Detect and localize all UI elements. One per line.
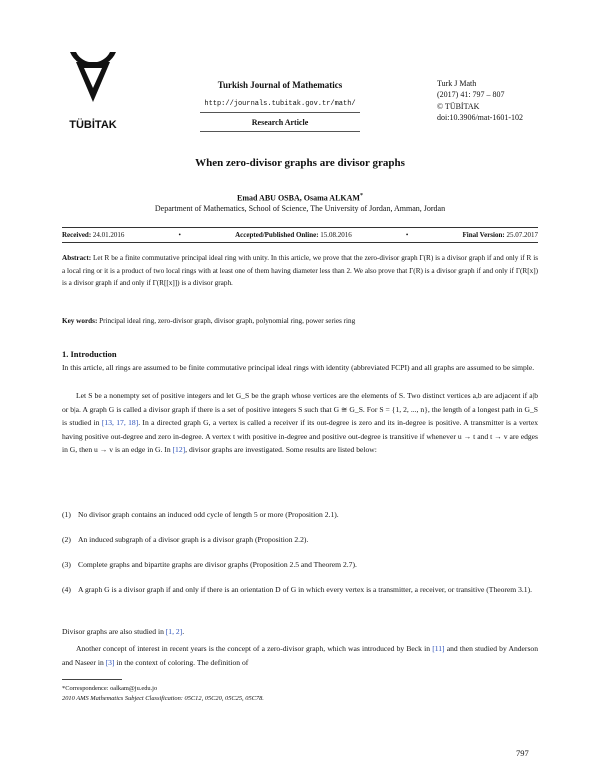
abstract-label: Abstract:: [62, 254, 92, 262]
footnote-rule: [62, 679, 122, 680]
received-date: Received: 24.01.2016: [62, 231, 125, 239]
dates-rule-bottom: [62, 242, 538, 243]
journal-meta: [437, 78, 523, 123]
journal-name: Turkish Journal of Mathematics: [217, 80, 343, 90]
meta-copyright: © TÜBİTAK: [437, 101, 480, 111]
dates-row: [62, 231, 538, 239]
keywords: [62, 317, 538, 325]
paragraph-3: Divisor graphs are also studied in [1, 2].: [62, 627, 185, 636]
affiliation: Department of Mathematics, School of Science, The University of Jordan, Amman, Jordan: [154, 204, 446, 213]
keywords-label: Key words:: [62, 317, 98, 325]
article-type: Research Article: [251, 118, 309, 127]
journal-url[interactable]: http://journals.tubitak.gov.tr/math/: [204, 100, 356, 108]
abstract-text: Let R be a finite commutative principal ideal ring with unity. In this article, we prove that the zero-divisor graph Γ(R) is a divisor graph if and only if R is a local ring or it is a product of two local rings with at least one of them having diameter less than 2. We also prove that Γ(R) is a divisor graph if and only if Γ(R[x]) is a divisor graph if and only if Γ(R[[x]]) is a divisor graph.: [62, 254, 539, 288]
header-rule-top: [200, 112, 360, 113]
citation-link[interactable]: [12]: [172, 445, 186, 455]
footnote-classification: 2010 AMS Mathematics Subject Classification: 05C12, 05C20, 05C25, 05C78.: [62, 695, 264, 702]
dates-rule-top: [62, 227, 538, 228]
author-mark: *: [359, 193, 363, 199]
citation-link[interactable]: [11]: [432, 644, 445, 653]
keywords-text: Principal ideal ring, zero-divisor graph, divisor graph, polynomial ring, power series ring: [99, 317, 356, 325]
header-rule-bottom: [200, 131, 360, 132]
citation-link[interactable]: [1, 2]: [165, 627, 183, 636]
footnote-correspondence: *Correspondence: oalkam@ju.edu.jo: [62, 685, 158, 692]
list-item: (2) An induced subgraph of a divisor graph is a divisor graph (Proposition 2.2).: [62, 535, 309, 544]
citation-link[interactable]: [3]: [105, 657, 115, 667]
authors: [0, 193, 600, 203]
meta-doi[interactable]: doi:10.3906/mat-1601-102: [437, 112, 523, 122]
tubitak-logo: [62, 44, 124, 132]
list-item: (1) No divisor graph contains an induced odd cycle of length 5 or more (Proposition 2.1).: [62, 510, 339, 519]
paragraph-2: Let S be a nonempty set of positive integers and let G_S be the graph whose vertices are the elements of S. Two distinct vertices a,b are adjacent if a|b or b|a. A graph G is called a divisor graph if there is a set of positive integers S such that G ≅ G_S. For S = {1, 2, ..., n}, the length of a longest path in G_S is studied in [13, 17, 18]. In a directed graph G, a vertex is called a receiver if its out-degree is zero and its in-degree is positive. A transmitter is a vertex having positive out-degree and zero in-degree. A vertex t with positive in-degree and positive out-degree is transitive if whenever u → t and t → v are edges in G, then u → v is an edge in G. In [12], divisor graphs are investigated. Some results are listed below:: [62, 391, 538, 455]
citation-link[interactable]: [13, 17, 18]: [101, 418, 139, 428]
meta-journal: Turk J Math: [437, 79, 477, 88]
bullet: •: [178, 231, 181, 239]
paper-title: When zero-divisor graphs are divisor graphs: [195, 157, 405, 169]
accepted-date: Accepted/Published Online: 15.08.2016: [235, 231, 352, 239]
author-names: Emad ABU OSBA, Osama ALKAM: [237, 193, 360, 203]
list-item: (3) Complete graphs and bipartite graphs are divisor graphs (Proposition 2.5 and Theorem 2.7).: [62, 560, 357, 569]
svg-text:TÜBİTAK: TÜBİTAK: [69, 119, 117, 131]
section-heading: 1. Introduction: [62, 349, 117, 359]
list-item: (4) A graph G is a divisor graph if and only if there is an orientation D of G in which every vertex is a transmitter, a receiver, or transitive (Theorem 3.1).: [62, 585, 533, 594]
page-number: 797: [516, 748, 529, 758]
abstract: [62, 252, 538, 290]
bullet: •: [405, 231, 409, 239]
meta-volume: (2017) 41: 797 – 807: [437, 90, 505, 100]
paragraph-4: Another concept of interest in recent years is the concept of a zero-divisor graph, which was introduced by Beck in [11] and then studied by Anderson and Naseer in [3] in the context of coloring. The definition of: [62, 644, 539, 667]
final-date: Final Version: 25.07.2017: [462, 231, 538, 239]
paragraph-1: In this article, all rings are assumed to be finite commutative principal ideal rings with identity (abbreviated FCPI) and all graphs are assumed to be simple.: [62, 363, 535, 372]
